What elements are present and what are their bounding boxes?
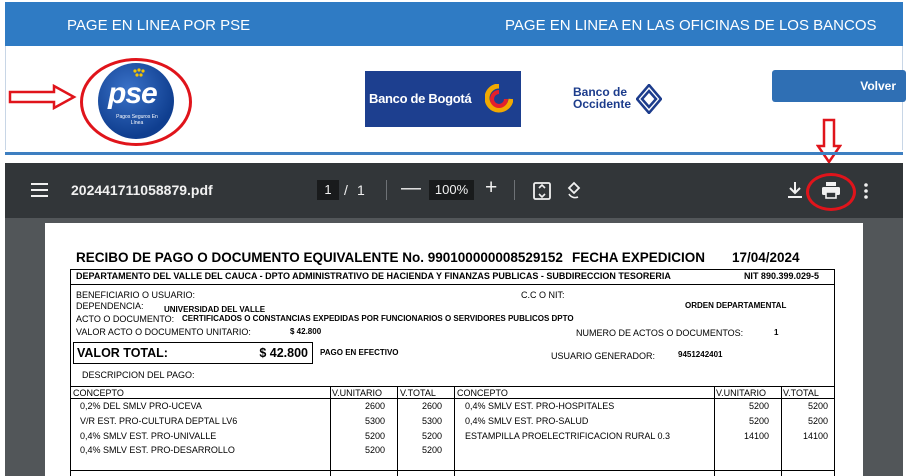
pdf-filename: 202441711058879.pdf: [71, 182, 213, 198]
volver-button[interactable]: Volver: [772, 70, 906, 102]
payment-header-bar: [5, 2, 903, 46]
usuario-value: 9451242401: [678, 350, 723, 359]
tab-bank-offices[interactable]: PAGE EN LINEA EN LAS OFICINAS DE LOS BANCOS: [505, 17, 877, 34]
menu-icon[interactable]: [31, 183, 48, 197]
concepts-table: [70, 386, 835, 399]
table-cell: 0,4% SMLV EST. PRO-UNIVALLE: [80, 431, 217, 441]
valor-total-value: $ 42.800: [259, 346, 308, 360]
pse-logo-text: pse: [108, 77, 157, 110]
table-bottom-line: [70, 470, 835, 471]
table-cell: 0,2% DEL SMLV PRO-UCEVA: [80, 401, 202, 411]
table-cell: 5200: [364, 431, 385, 441]
nit: NIT 890.399.029-5: [743, 271, 819, 281]
fecha-value: 17/04/2024: [732, 250, 800, 265]
cc-label: C.C O NIT:: [521, 290, 565, 300]
pdf-page: [45, 223, 863, 476]
banco-occidente-logo[interactable]: [573, 87, 631, 110]
col-vunitario: V.UNITARIO: [716, 388, 767, 398]
table-cell: 2600: [364, 401, 385, 411]
table-cell: 5200: [807, 401, 828, 411]
acto-label: ACTO O DOCUMENTO:: [76, 314, 175, 324]
receipt-title: RECIBO DE PAGO O DOCUMENTO EQUIVALENTE No. 990100000008529152: [76, 250, 563, 265]
descripcion-label: DESCRIPCION DEL PAGO:: [82, 370, 195, 380]
dept-row: [70, 269, 835, 285]
banco-bogota-logo[interactable]: [365, 71, 521, 127]
page-separator: /: [344, 182, 348, 198]
table-cell: 5200: [421, 445, 442, 455]
separator: [5, 152, 903, 155]
table-cell: 0,4% SMLV EST. PRO-DESARROLLO: [80, 445, 235, 455]
table-divider: [397, 386, 398, 476]
arrow-right-icon: [8, 84, 78, 110]
download-icon[interactable]: [787, 181, 803, 199]
occidente-diamond-icon: [636, 84, 662, 114]
pdf-viewer: [5, 163, 903, 476]
pdf-toolbar: [5, 163, 903, 218]
table-cell: 0,4% SMLV EST. PRO-HOSPITALES: [465, 401, 615, 411]
dept-name: DEPARTAMENTO DEL VALLE DEL CAUCA - DPTO ADMINISTRATIVO DE HACIENDA Y FINANZAS PUBLICAS - SUBDIRECCION TESORERIA: [76, 271, 671, 281]
zoom-in-button[interactable]: +: [485, 176, 498, 199]
col-concepto: CONCEPTO: [73, 388, 124, 398]
fit-page-icon[interactable]: [533, 182, 551, 200]
print-icon[interactable]: [821, 181, 841, 199]
table-divider: [330, 386, 331, 476]
tab-pse-online[interactable]: PAGE EN LINEA POR PSE: [67, 17, 251, 34]
toolbar-divider: [514, 180, 515, 200]
beneficiario-label: BENEFICIARIO O USUARIO:: [76, 290, 196, 300]
bogota-symbol-icon: [485, 84, 513, 114]
zoom-out-button[interactable]: —: [401, 177, 421, 199]
col-vunitario: V.UNITARIO: [332, 388, 383, 398]
table-cell: ESTAMPILLA PROELECTRIFICACION RURAL 0.3: [465, 431, 671, 441]
table-divider: [714, 386, 715, 476]
orden: ORDEN DEPARTAMENTAL: [685, 301, 787, 310]
pago-efectivo: PAGO EN EFECTIVO: [320, 348, 399, 357]
table-cell: 5200: [807, 416, 828, 426]
arrow-down-icon: [816, 118, 842, 164]
table-header: [70, 387, 835, 399]
more-options-icon[interactable]: [863, 182, 869, 200]
valor-total-label: VALOR TOTAL:: [77, 346, 168, 360]
table-cell: 2600: [421, 401, 442, 411]
num-actos-value: 1: [774, 328, 779, 337]
col-concepto: CONCEPTO: [457, 388, 508, 398]
valor-unitario-value: $ 42.800: [290, 327, 322, 336]
table-cell: 5300: [364, 416, 385, 426]
valor-unitario-label: VALOR ACTO O DOCUMENTO UNITARIO:: [76, 327, 251, 337]
table-cell: 5200: [421, 431, 442, 441]
occidente-line1: Banco de: [573, 85, 628, 99]
usuario-label: USUARIO GENERADOR:: [551, 351, 656, 361]
toolbar-divider: [386, 180, 387, 200]
pse-logo-subtext: Pagos Seguros En Línea: [116, 114, 158, 126]
page-total: 1: [357, 182, 365, 198]
num-actos-label: NUMERO DE ACTOS O DOCUMENTOS:: [576, 328, 744, 338]
table-cell: 14100: [802, 431, 828, 441]
dependencia-value: UNIVERSIDAD DEL VALLE: [164, 305, 266, 314]
zoom-input[interactable]: 100%: [429, 180, 474, 200]
table-cell: V/R EST. PRO-CULTURA DEPTAL LV6: [80, 416, 238, 426]
valor-total-box: [73, 342, 313, 364]
table-divider: [781, 386, 782, 476]
table-cell: 5200: [748, 401, 769, 411]
col-vtotal: V.TOTAL: [400, 388, 436, 398]
acto-value: CERTIFICADOS O CONSTANCIAS EXPEDIDAS POR FUNCIONARIOS O SERVIDORES PUBLICOS DPTO: [182, 314, 574, 323]
table-cell: 5300: [421, 416, 442, 426]
dependencia-label: DEPENDENCIA:: [76, 301, 144, 311]
table-cell: 5200: [364, 445, 385, 455]
banco-bogota-label: Banco de Bogotá: [369, 91, 472, 106]
occidente-line2: Occidente: [573, 97, 632, 111]
fecha-label: FECHA EXPEDICION: [572, 250, 706, 265]
col-vtotal: V.TOTAL: [783, 388, 819, 398]
table-cell: 0,4% SMLV EST. PRO-SALUD: [465, 416, 589, 426]
rotate-icon[interactable]: [564, 180, 584, 200]
table-divider: [454, 386, 455, 476]
table-cell: 14100: [743, 431, 769, 441]
page-number-input[interactable]: 1: [317, 180, 339, 200]
table-cell: 5200: [748, 416, 769, 426]
